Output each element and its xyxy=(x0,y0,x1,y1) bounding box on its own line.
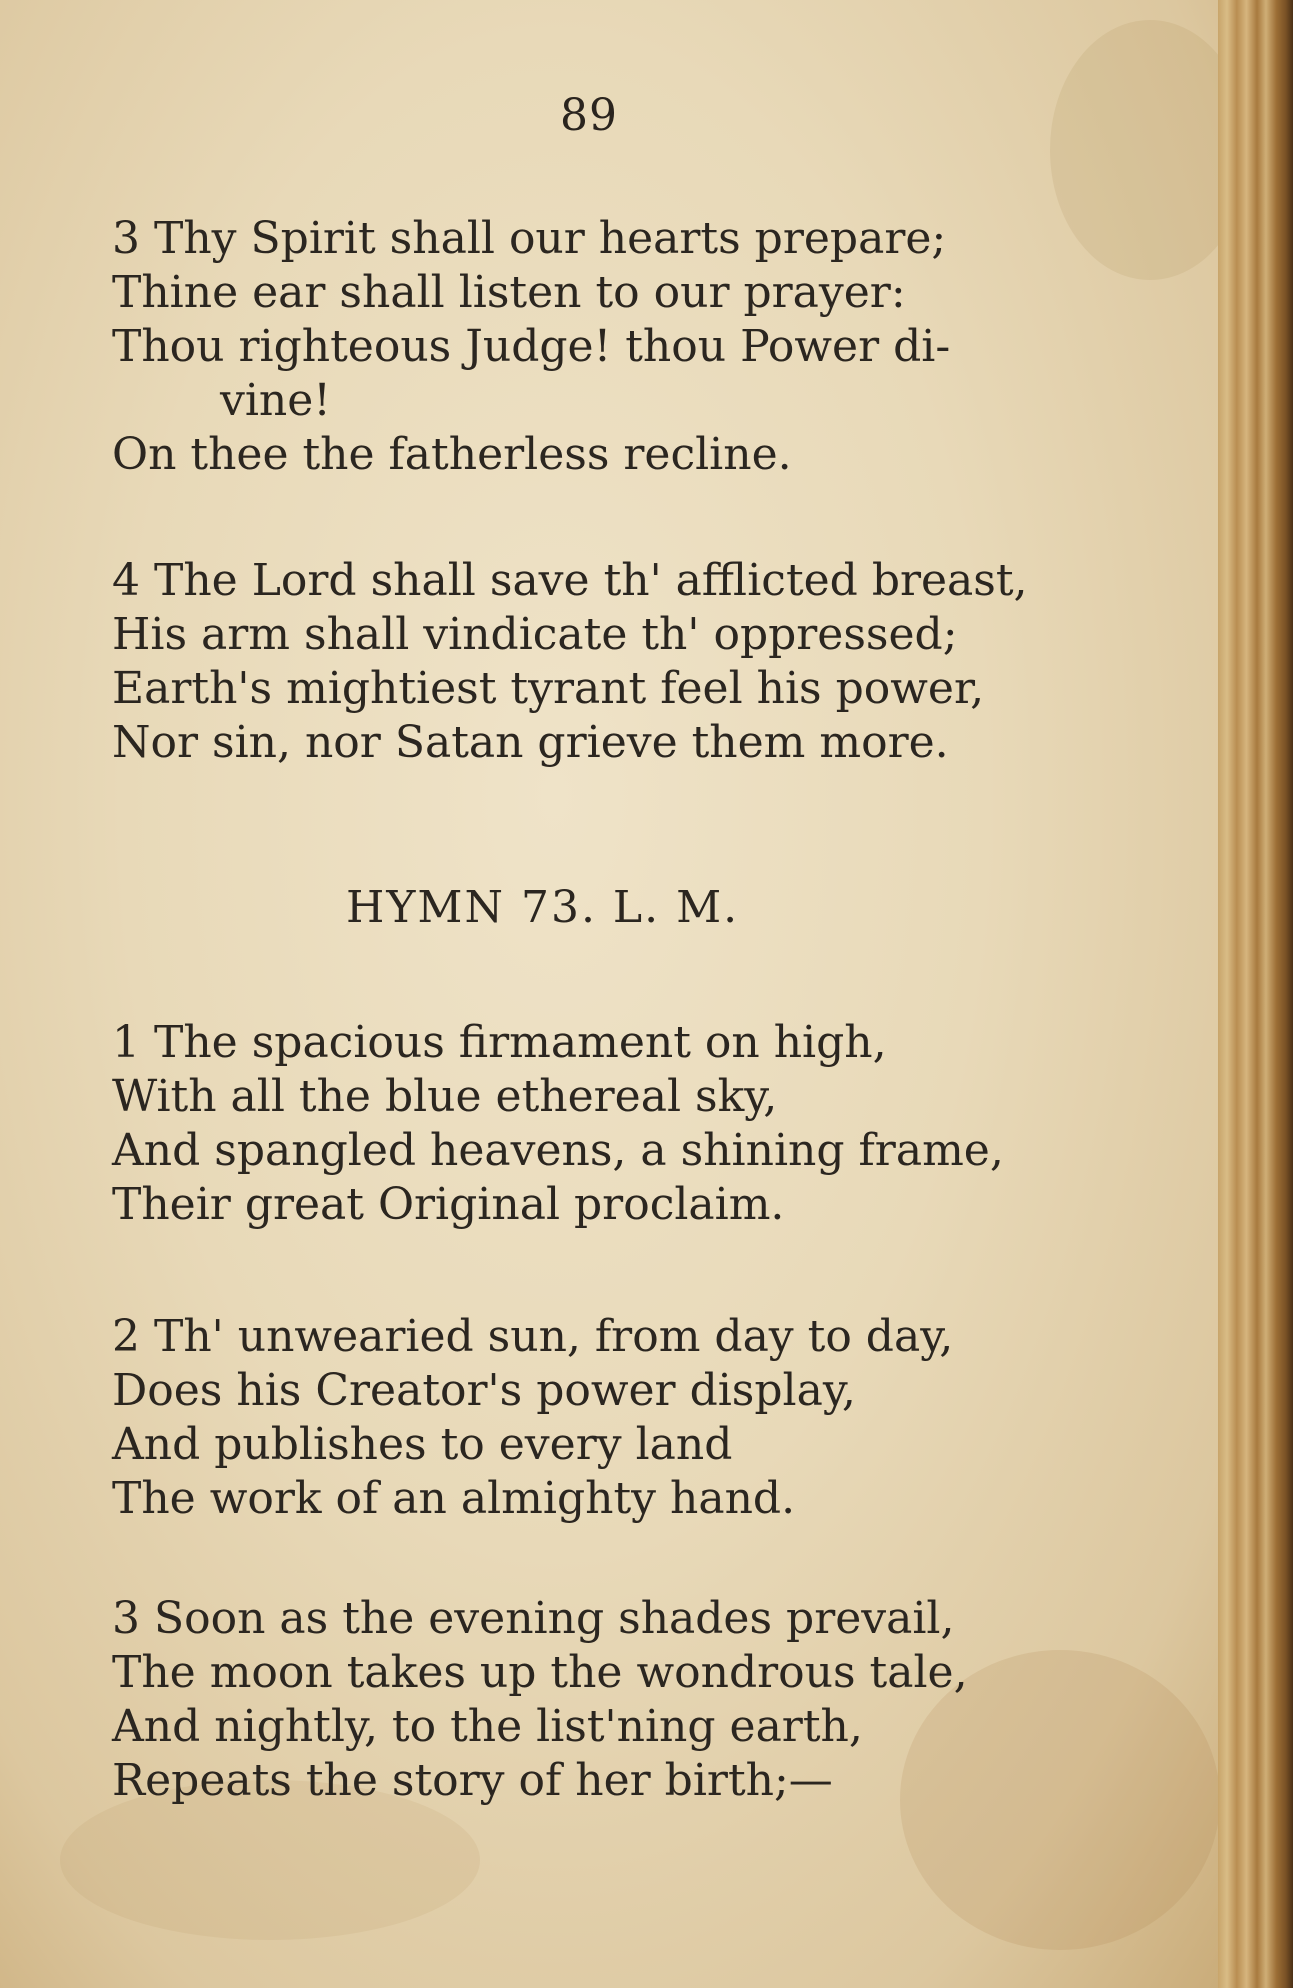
page-number: 89 xyxy=(560,90,618,141)
verse-line: The moon takes up the wondrous tale, xyxy=(112,1647,968,1698)
verse-line: Does his Creator's power display, xyxy=(112,1365,856,1416)
verse-line: Nor sin, nor Satan grieve them more. xyxy=(112,717,949,768)
verse-line: Their great Original proclaim. xyxy=(112,1179,785,1230)
verse-line: 2 Th' unwearied sun, from day to day, xyxy=(112,1311,954,1362)
stanza-2 xyxy=(112,1310,953,1526)
verse-line: Repeats the story of her birth;— xyxy=(112,1755,833,1806)
verse-line: 4 The Lord shall save th' afflicted breast, xyxy=(112,555,1028,606)
verse-line: 3 Soon as the evening shades prevail, xyxy=(112,1593,955,1644)
hymn-heading: HYMN 73. L. M. xyxy=(346,882,740,933)
stanza-prev-3 xyxy=(112,212,950,482)
stanza-prev-4 xyxy=(112,554,1028,770)
verse-line: Earth's mightiest tyrant feel his power, xyxy=(112,663,985,714)
verse-line: With all the blue ethereal sky, xyxy=(112,1071,778,1122)
verse-line: The work of an almighty hand. xyxy=(112,1473,796,1524)
verse-line: And publishes to every land xyxy=(112,1419,733,1470)
verse-line: And nightly, to the list'ning earth, xyxy=(112,1701,863,1752)
verse-line: 1 The spacious firmament on high, xyxy=(112,1017,887,1068)
verse-line: Thine ear shall listen to our prayer: xyxy=(112,267,906,318)
stanza-3 xyxy=(112,1592,968,1808)
stanza-1 xyxy=(112,1016,1004,1232)
paper-stain xyxy=(1050,20,1232,280)
verse-line: 3 Thy Spirit shall our hearts prepare; xyxy=(112,213,947,264)
verse-line: And spangled heavens, a shining frame, xyxy=(112,1125,1004,1176)
book-page-edge xyxy=(1218,0,1293,1988)
verse-line: Thou righteous Judge! thou Power di- xyxy=(112,321,951,372)
verse-line-continuation: vine! xyxy=(220,375,331,426)
verse-line: His arm shall vindicate th' oppressed; xyxy=(112,609,958,660)
verse-line: On thee the fatherless recline. xyxy=(112,429,792,480)
